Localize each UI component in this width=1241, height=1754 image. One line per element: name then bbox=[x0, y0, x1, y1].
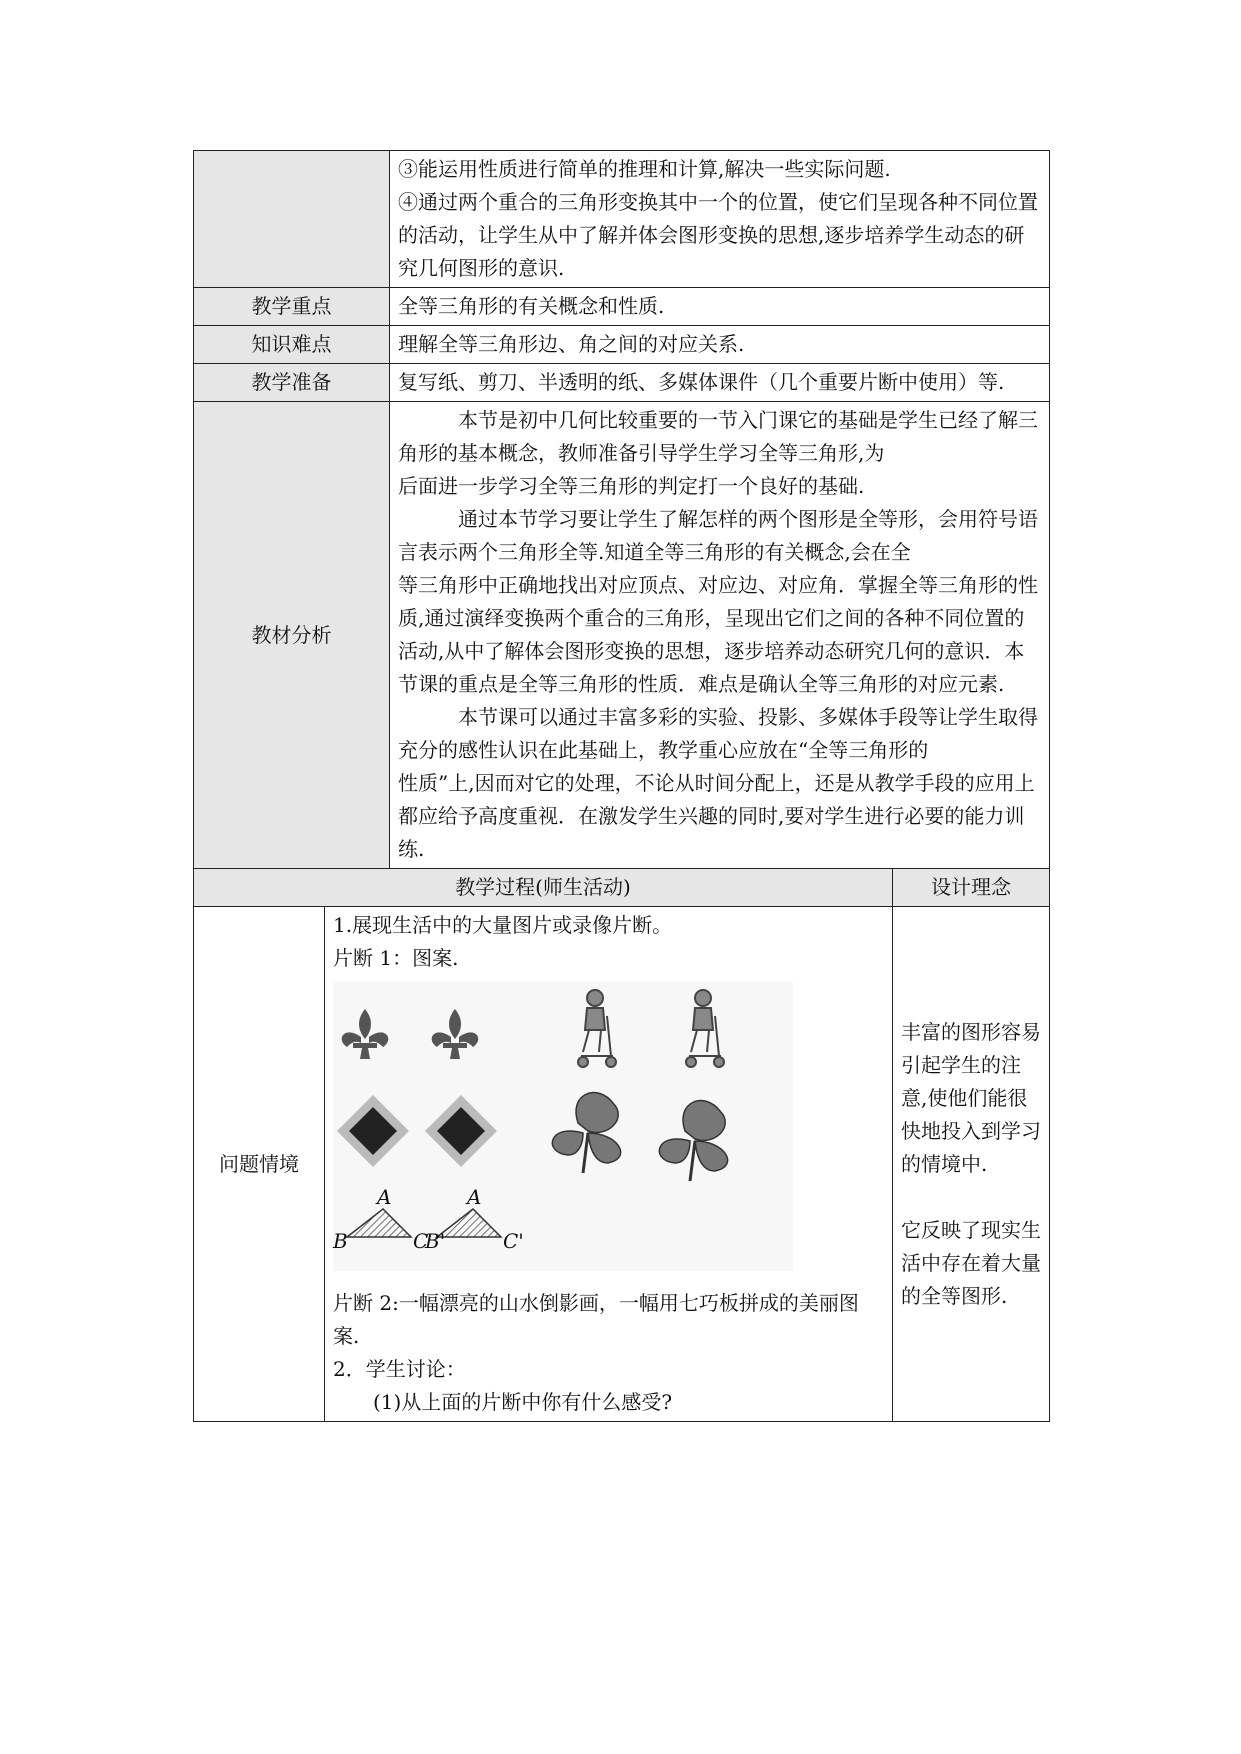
lesson-plan-table bbox=[193, 150, 1050, 1422]
preparation-label: 教学准备 bbox=[194, 364, 390, 402]
vertex-label-c1: C bbox=[413, 1229, 429, 1253]
analysis-label: 教材分析 bbox=[194, 402, 390, 869]
design-note-cell bbox=[893, 907, 1050, 1422]
scooter-child-icon bbox=[686, 990, 724, 1067]
analysis-paragraph-1a: 本节是初中几何比较重要的一节入门课它的基础是学生已经了解三角形的基本概念，教师准备引导学生学习全等三角形,为 bbox=[398, 408, 1038, 465]
analysis-content bbox=[390, 402, 1050, 869]
scenario-line-3: 片断 2:一幅漂亮的山水倒影画，一幅用七巧板拼成的美丽图案. bbox=[333, 1291, 859, 1348]
oak-leaf-icon bbox=[659, 1101, 727, 1181]
design-note-2: 它反映了现实生活中存在着大量的全等图形. bbox=[901, 1217, 1041, 1308]
fleur-de-lis-icon bbox=[432, 1009, 479, 1059]
goal-item-3: ③能运用性质进行简单的推理和计算,解决一些实际问题. bbox=[398, 157, 891, 181]
analysis-paragraph-2a: 通过本节学习要让学生了解怎样的两个图形是全等形，会用符号语言表示两个三角形全等.知道全等三角形的有关概念,会在全 bbox=[398, 507, 1038, 564]
process-header-left: 教学过程(师生活动) bbox=[194, 869, 893, 907]
goals-content-cell bbox=[390, 151, 1050, 288]
analysis-row bbox=[194, 402, 1050, 869]
difficulty-row bbox=[194, 326, 1050, 364]
scenario-line-1: 1.展现生活中的大量图片或录像片断。 bbox=[333, 913, 673, 937]
vertex-label-b2: B' bbox=[425, 1229, 446, 1253]
scenario-line-5: (1)从上面的片断中你有什么感受? bbox=[373, 1390, 673, 1414]
pattern-figures-image bbox=[333, 981, 793, 1271]
process-header-row bbox=[194, 869, 1050, 907]
vertex-label-a1: A bbox=[377, 1185, 392, 1209]
design-note-1: 丰富的图形容易引起学生的注意,使他们能很快地投入到学习的情境中. bbox=[901, 1019, 1041, 1176]
process-header-right: 设计理念 bbox=[893, 869, 1050, 907]
triangle-a-b-prime-c-prime bbox=[437, 1209, 501, 1237]
pattern-figures-svg bbox=[333, 981, 793, 1271]
difficulty-content: 理解全等三角形边、角之间的对应关系. bbox=[390, 326, 1050, 364]
scooter-child-icon bbox=[578, 990, 616, 1067]
focus-label: 教学重点 bbox=[194, 288, 390, 326]
difficulty-label: 知识难点 bbox=[194, 326, 390, 364]
goal-item-4: ④通过两个重合的三角形变换其中一个的位置，使它们呈现各种不同位置的活动，让学生从中了解并体会图形变换的思想,逐步培养学生动态的研究几何图形的意识. bbox=[398, 190, 1038, 280]
oak-leaf-icon bbox=[552, 1093, 620, 1173]
focus-content: 全等三角形的有关概念和性质. bbox=[390, 288, 1050, 326]
vertex-label-b1: B bbox=[333, 1229, 348, 1253]
vertex-label-c2: C' bbox=[503, 1229, 524, 1253]
scenario-row bbox=[194, 907, 1050, 1422]
scenario-content bbox=[325, 907, 893, 1422]
preparation-row bbox=[194, 364, 1050, 402]
analysis-paragraph-2b: 等三角形中正确地找出对应顶点、对应边、对应角．掌握全等三角形的性质,通过演绎变换两个重合的三角形，呈现出它们之间的各种不同位置的活动,从中了解体会图形变换的思想，逐步培养动态研究几何的意识．本节课的重点是全等三角形的性质．难点是确认全等三角形的对应元素. bbox=[398, 573, 1038, 696]
analysis-paragraph-3b: 性质”上,因而对它的处理，不论从时间分配上，还是从教学手段的应用上都应给予高度重视．在激发学生兴趣的同时,要对学生进行必要的能力训练. bbox=[398, 771, 1035, 861]
goals-row bbox=[194, 151, 1050, 288]
checkered-diamond-icon bbox=[425, 1095, 497, 1167]
focus-row bbox=[194, 288, 1050, 326]
triangle-abc bbox=[347, 1209, 411, 1237]
fleur-de-lis-icon bbox=[342, 1009, 389, 1059]
scenario-line-2: 片断 1：图案. bbox=[333, 946, 459, 970]
design-note-spacer bbox=[901, 1181, 1041, 1214]
scenario-line-4: 2．学生讨论： bbox=[333, 1357, 466, 1381]
goals-label-cell bbox=[194, 151, 390, 288]
scenario-label: 问题情境 bbox=[194, 907, 325, 1422]
vertex-label-a2: A bbox=[467, 1185, 482, 1209]
preparation-content: 复写纸、剪刀、半透明的纸、多媒体课件（几个重要片断中使用）等. bbox=[390, 364, 1050, 402]
analysis-paragraph-1b: 后面进一步学习全等三角形的判定打一个良好的基础. bbox=[398, 474, 865, 498]
analysis-paragraph-3a: 本节课可以通过丰富多彩的实验、投影、多媒体手段等让学生取得充分的感性认识在此基础上，教学重心应放在“全等三角形的 bbox=[398, 705, 1038, 762]
checkered-diamond-icon bbox=[337, 1095, 409, 1167]
